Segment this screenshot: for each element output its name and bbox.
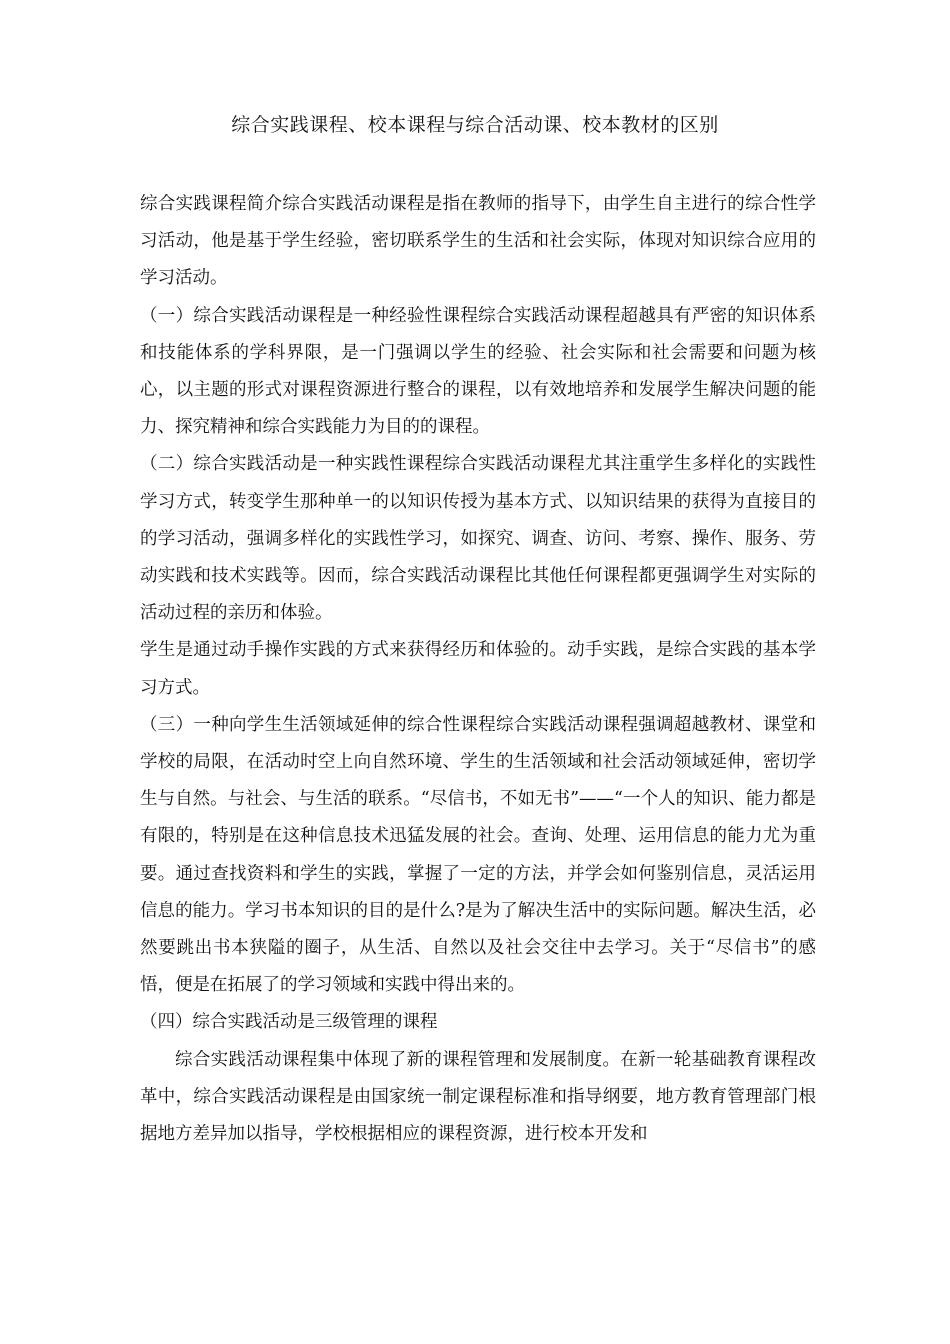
document-title: 综合实践课程、校本课程与综合活动课、校本教材的区别 (231, 114, 719, 136)
paragraph-section-3: （三）一种向学生生活领域延伸的综合性课程综合实践活动课程强调超越教材、课堂和学校的局限，在活动时空上向自然环境、学生的生活领域和社会活动领域延伸，密切学生与自然。与社会、与生活的联系。“尽信书，不如无书”——“一个人的知识、能力都是有限的，特别是在这种信息技术迅猛发展的社会。查询、处理、运用信息的能力尤为重要。通过查找资料和学生的实践，掌握了一定的方法，并学会如何鉴别信息，灵活运用信息的能力。学习书本知识的目的是什么?是为了解决生活中的实际问题。解决生活，必然要跳出书本狭隘的圈子，从生活、自然以及社会交往中去学习。关于“尽信书”的感悟，便是在拓展了的学习领域和实践中得出来的。 (140, 714, 816, 996)
document-body (140, 186, 816, 1153)
paragraph-section-2: （二）综合实践活动是一种实践性课程综合实践活动课程尤其注重学生多样化的实践性学习方式，转变学生那种单一的以知识传授为基本方式、以知识结果的获得为直接目的的学习活动，强调多样化的实践性学习，如探究、调查、访问、考察、操作、服务、劳动实践和技术实践等。因而，综合实践活动课程比其他任何课程都更强调学生对实际的活动过程的亲历和体验。 (140, 454, 816, 624)
paragraph-section-4-heading: （四）综合实践活动是三级管理的课程 (140, 1012, 438, 1033)
paragraph-section-4-body: 综合实践活动课程集中体现了新的课程管理和发展制度。在新一轮基础教育课程改革中，综合实践活动课程是由国家统一制定课程标准和指导纲要，地方教育管理部门根据地方差异加以指导，学校根据相应的课程资源，进行校本开发和 (140, 1049, 816, 1145)
paragraph-section-1: （一）综合实践活动课程是一种经验性课程综合实践活动课程超越具有严密的知识体系和技能体系的学科界限，是一门强调以学生的经验、社会实际和社会需要和问题为核心，以主题的形式对课程资源进行整合的课程，以有效地培养和发展学生解决问题的能力、探究精神和综合实践能力为目的的课程。 (140, 305, 816, 438)
paragraph-hands-on: 学生是通过动手操作实践的方式来获得经历和体验的。动手实践，是综合实践的基本学习方式。 (140, 640, 816, 698)
paragraph-intro: 综合实践课程简介综合实践活动课程是指在教师的指导下，由学生自主进行的综合性学习活动，他是基于学生经验，密切联系学生的生活和社会实际，体现对知识综合应用的学习活动。 (140, 194, 816, 289)
